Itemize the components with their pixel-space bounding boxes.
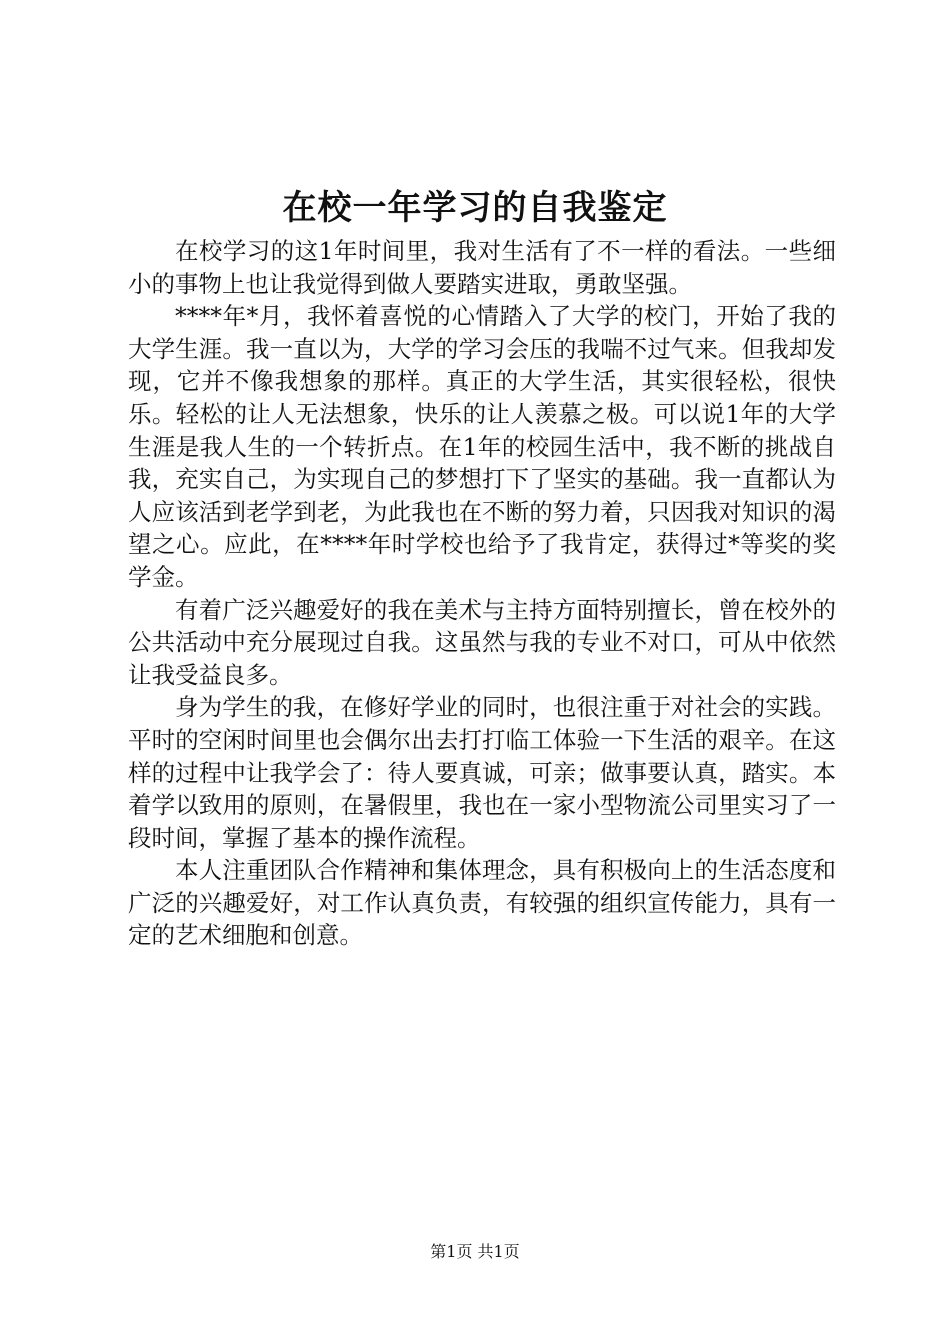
page-number-footer: 第1页 共1页: [430, 1242, 520, 1261]
paragraph-summary: 本人注重团队合作精神和集体理念，具有积极向上的生活态度和广泛的兴趣爱好，对工作认真负责，有较强的组织宣传能力，具有一定的艺术细胞和创意。: [128, 856, 836, 950]
document-body: [128, 235, 836, 952]
paragraph-hobbies: 有着广泛兴趣爱好的我在美术与主持方面特别擅长，曾在校外的公共活动中充分展现过自我。这虽然与我的专业不对口，可从中依然让我受益良多。: [128, 595, 836, 689]
document-title: 在校一年学习的自我鉴定: [282, 188, 668, 228]
paragraph-social-practice: 身为学生的我，在修好学业的同时，也很注重于对社会的实践。平时的空闲时间里也会偶尔出去打打临工体验一下生活的艰辛。在这样的过程中让我学会了：待人要真诚，可亲；做事要认真，踏实。本着学以致用的原则，在暑假里，我也在一家小型物流公司里实习了一段时间，掌握了基本的操作流程。: [128, 693, 836, 852]
paragraph-university-life: ****年*月，我怀着喜悦的心情踏入了大学的校门，开始了我的大学生涯。我一直以为，大学的学习会压的我喘不过气来。但我却发现，它并不像我想象的那样。真正的大学生活，其实很轻松，很快乐。轻松的让人无法想象，快乐的让人羡慕之极。可以说1年的大学生涯是我人生的一个转折点。在1年的校园生活中，我不断的挑战自我，充实自己，为实现自己的梦想打下了坚实的基础。我一直都认为人应该活到老学到老，为此我也在不断的努力着，只因我对知识的渴望之心。应此，在****年时学校也给予了我肯定，获得过*等奖的奖学金。: [128, 302, 836, 591]
paragraph-intro: 在校学习的这1年时间里，我对生活有了不一样的看法。一些细小的事物上也让我觉得到做人要踏实进取，勇敢坚强。: [128, 237, 836, 298]
